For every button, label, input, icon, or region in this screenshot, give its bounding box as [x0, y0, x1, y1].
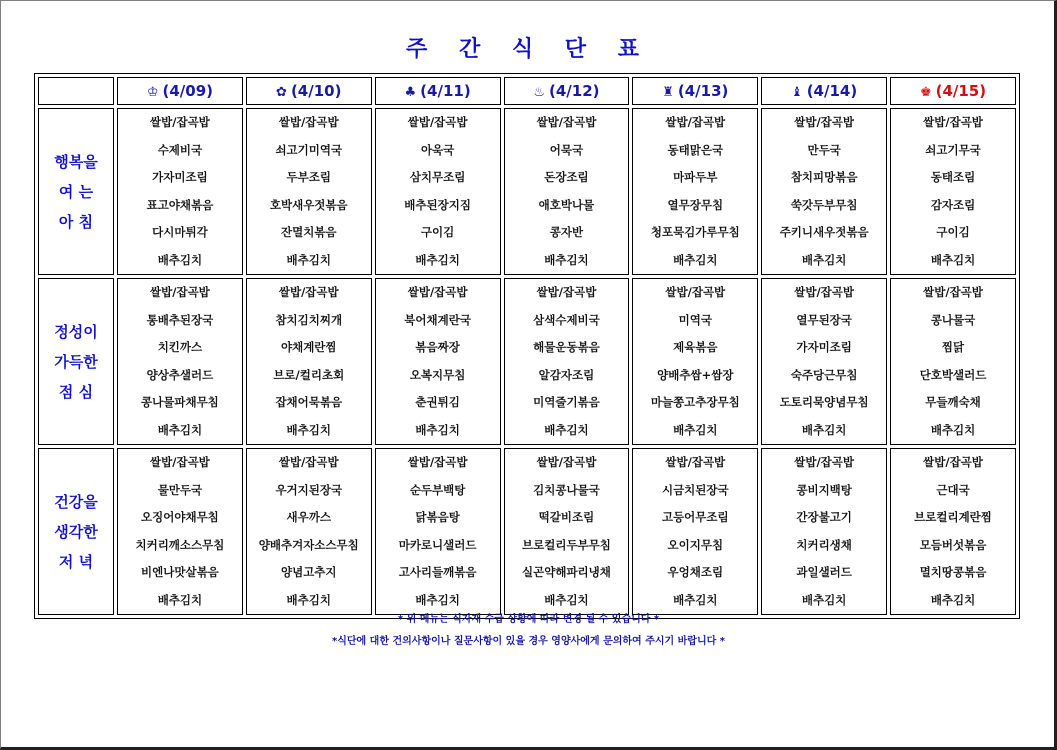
menu-item: 가자미조림: [796, 340, 852, 354]
menu-cell: [375, 278, 501, 445]
menu-item: 동태맑은국: [667, 142, 724, 157]
menu-item: 우거지된장국: [275, 482, 343, 497]
menu-item: 배추김치: [157, 252, 203, 267]
meal-label-line: 생각한: [54, 522, 98, 541]
weekly-menu-table: [34, 73, 1020, 619]
menu-item: 만두국: [807, 142, 841, 157]
menu-cell: [504, 278, 630, 445]
menu-item: 쌀밥/잡곡밥: [536, 115, 597, 129]
notice-contact-dietitian: *식단에 대한 건의사항이나 질문사항이 있을 경우 영양사에게 문의하여 주시기 바랍니다 *: [331, 636, 726, 647]
menu-item: 주키니새우젓볶음: [779, 225, 869, 239]
menu-item: 잔멸치볶음: [280, 225, 337, 239]
menu-item: 마카로니샐러드: [398, 537, 477, 552]
meal-label: [38, 108, 114, 275]
menu-item: 구이김: [420, 225, 455, 239]
menu-item: 알감자조림: [538, 367, 595, 382]
day-emblem-icon: ♚: [919, 85, 932, 100]
menu-item: 아욱국: [420, 142, 455, 157]
menu-item: 오복지무침: [409, 367, 466, 382]
day-date: (4/10): [290, 82, 342, 100]
meal-label: [38, 278, 114, 445]
menu-item: 삼색수제비국: [533, 312, 600, 327]
meal-row-breakfast: [38, 108, 1016, 275]
menu-item: 쇠고기무국: [925, 142, 981, 157]
day-date: (4/14): [806, 82, 858, 100]
day-emblem-icon: ♝: [791, 85, 803, 100]
menu-item: 배추김치: [673, 252, 718, 267]
menu-item: 배추김치: [801, 422, 847, 437]
menu-item: 치킨까스: [157, 340, 203, 354]
menu-item: 배추된장지짐: [404, 197, 471, 212]
menu-cell: [117, 278, 243, 445]
meal-label: [38, 448, 114, 615]
day-emblem-icon: ♔: [146, 85, 159, 100]
menu-item: 무들깨숙채: [925, 395, 981, 409]
menu-cell: [761, 108, 887, 275]
menu-item: 호박새우젓볶음: [269, 197, 348, 212]
menu-item: 치커리생채: [796, 537, 852, 552]
menu-item: 쌀밥/잡곡밥: [150, 115, 210, 129]
menu-item: 쌀밥/잡곡밥: [923, 285, 983, 299]
menu-item: 배추김치: [673, 422, 718, 437]
day-header-4: [632, 77, 758, 105]
menu-item: 숙주당근무침: [790, 367, 858, 382]
menu-item: 참치피망볶음: [790, 170, 858, 184]
menu-item: 북어채계란국: [404, 312, 471, 327]
menu-item: 통배추된장국: [146, 312, 214, 327]
menu-item: 우엉채조림: [667, 565, 724, 579]
menu-item: 미역줄기볶음: [533, 395, 600, 409]
day-emblem-icon: ♣: [404, 85, 417, 100]
menu-item: 오징어야채무침: [141, 510, 219, 524]
menu-item: 브로/컬리초회: [273, 367, 345, 382]
menu-item: 구이김: [936, 225, 970, 239]
menu-cell: [890, 278, 1016, 445]
page-title: 주 간 식 단 표: [406, 37, 651, 62]
menu-item: 콩나물파채무침: [141, 395, 219, 409]
menu-item: 물만두국: [157, 482, 203, 497]
day-header-2: [375, 77, 501, 105]
menu-item: 쌀밥/잡곡밥: [794, 115, 855, 129]
menu-item: 실곤약해파리냉채: [522, 565, 611, 579]
menu-item: 쌀밥/잡곡밥: [665, 455, 726, 469]
menu-item: 쌀밥/잡곡밥: [665, 285, 726, 299]
meal-label-line: 가득한: [54, 352, 98, 371]
day-date: (4/09): [162, 82, 213, 100]
menu-item: 고사리들깨볶음: [398, 565, 477, 579]
menu-item: 배추김치: [930, 592, 976, 607]
meal-label-line: 건강을: [54, 492, 98, 511]
menu-cell: [246, 108, 372, 275]
meal-label-line: 아 침: [58, 212, 94, 231]
meal-label-line: 저 녁: [58, 552, 94, 571]
menu-item: 단호박샐러드: [919, 367, 987, 382]
menu-item: 배추김치: [157, 592, 203, 607]
menu-item: 배추김치: [544, 592, 589, 607]
menu-item: 김치콩나물국: [533, 482, 600, 497]
meal-label-line: 여 는: [58, 182, 94, 201]
menu-item: 돈장조림: [544, 170, 589, 184]
notice-menu-change: * 위 메뉴는 식자재 수급 상황에 따라 변경 될 수 있습니다 *: [397, 614, 660, 625]
menu-cell: [375, 448, 501, 615]
menu-cell: [632, 278, 758, 445]
menu-item: 새우까스: [286, 510, 331, 524]
menu-item: 수제비국: [157, 142, 203, 157]
menu-item: 양상추샐러드: [146, 367, 214, 382]
menu-item: 떡갈비조림: [538, 510, 595, 524]
day-header-row: [38, 77, 1016, 105]
menu-item: 고등어무조림: [661, 510, 729, 524]
menu-item: 쌀밥/잡곡밥: [794, 455, 855, 469]
day-header-5: [761, 77, 887, 105]
menu-item: 콩자반: [549, 225, 584, 239]
menu-item: 배추김치: [286, 592, 331, 607]
menu-item: 브로컬리계란찜: [914, 510, 992, 524]
menu-item: 쌀밥/잡곡밥: [923, 455, 983, 469]
meal-row-dinner: [38, 448, 1016, 615]
menu-item: 어묵국: [549, 142, 584, 157]
menu-item: 야채계란찜: [280, 340, 337, 354]
menu-item: 양배추겨자소스무침: [258, 537, 359, 552]
menu-cell: [504, 108, 630, 275]
meal-row-lunch: [38, 278, 1016, 445]
menu-cell: [890, 108, 1016, 275]
menu-cell: [246, 448, 372, 615]
menu-item: 모듬버섯볶음: [919, 537, 987, 552]
menu-item: 콩나물국: [930, 312, 976, 327]
menu-item: 다시마튀각: [152, 225, 208, 239]
day-date: (4/11): [420, 82, 471, 100]
menu-item: 쌀밥/잡곡밥: [665, 115, 726, 129]
day-emblem-icon: ♨: [533, 85, 546, 100]
menu-cell: [117, 108, 243, 275]
menu-item: 표고야채볶음: [146, 197, 214, 212]
menu-item: 멸치땅콩볶음: [919, 565, 987, 579]
menu-item: 근대국: [936, 482, 970, 497]
menu-item: 쌀밥/잡곡밥: [536, 285, 597, 299]
menu-item: 쌀밥/잡곡밥: [407, 285, 468, 299]
menu-item: 닭볶음탕: [415, 510, 460, 524]
menu-item: 배추김치: [157, 422, 203, 437]
menu-item: 미역국: [678, 312, 712, 327]
day-date: (4/13): [677, 82, 729, 100]
menu-item: 배추김치: [801, 592, 847, 607]
menu-item: 치커리깨소스무침: [135, 537, 225, 552]
menu-item: 비엔나맛살볶음: [141, 565, 219, 579]
day-header-3: [504, 77, 630, 105]
menu-item: 쌀밥/잡곡밥: [278, 115, 339, 129]
menu-cell: [117, 448, 243, 615]
menu-item: 쑥갓두부무침: [790, 197, 858, 212]
menu-item: 배추김치: [286, 422, 331, 437]
menu-item: 오이지무침: [667, 537, 724, 552]
menu-item: 해물운동볶음: [533, 340, 600, 354]
menu-item: 쌀밥/잡곡밥: [278, 285, 339, 299]
menu-item: 쌀밥/잡곡밥: [278, 455, 339, 469]
menu-item: 볶음짜장: [415, 340, 460, 354]
menu-item: 배추김치: [930, 422, 976, 437]
menu-item: 배추김치: [415, 422, 460, 437]
menu-cell: [761, 278, 887, 445]
menu-item: 참치김치찌개: [275, 312, 343, 327]
menu-item: 시금치된장국: [661, 482, 729, 497]
menu-item: 쇠고기미역국: [275, 142, 343, 157]
menu-item: 배추김치: [544, 252, 589, 267]
menu-item: 청포묵김가루무침: [650, 225, 740, 239]
menu-item: 콩비지백탕: [796, 482, 852, 497]
menu-item: 쌀밥/잡곡밥: [150, 455, 210, 469]
day-header-6: [890, 77, 1016, 105]
menu-cell: [890, 448, 1016, 615]
meal-label-line: 점 심: [58, 382, 94, 401]
menu-item: 잡채어묵볶음: [275, 395, 343, 409]
menu-item: 배추김치: [801, 252, 847, 267]
menu-item: 삼치무조림: [409, 170, 466, 184]
menu-item: 마늘쫑고추장무침: [650, 395, 740, 409]
menu-item: 제육볶음: [673, 340, 718, 354]
menu-item: 간장불고기: [796, 510, 852, 524]
menu-item: 도토리묵양념무침: [779, 395, 869, 409]
menu-item: 마파두부: [673, 170, 718, 184]
menu-item: 찜닭: [941, 340, 965, 354]
corner-cell: [38, 77, 114, 105]
menu-item: 열무된장국: [796, 312, 852, 327]
menu-cell: [761, 448, 887, 615]
menu-item: 동태조림: [930, 170, 976, 184]
menu-item: 배추김치: [930, 252, 976, 267]
day-date: (4/12): [549, 82, 600, 100]
menu-item: 배추김치: [544, 422, 589, 437]
day-emblem-icon: ✿: [276, 85, 287, 100]
menu-item: 감자조림: [930, 197, 976, 212]
day-header-0: [117, 77, 243, 105]
menu-cell: [375, 108, 501, 275]
menu-item: 춘권튀김: [415, 395, 460, 409]
menu-item: 쌀밥/잡곡밥: [150, 285, 210, 299]
day-date: (4/15): [935, 82, 987, 100]
menu-item: 브로컬리두부무침: [522, 537, 611, 552]
menu-item: 양배추쌈+쌈장: [657, 367, 734, 382]
menu-cell: [632, 108, 758, 275]
menu-item: 열무장무침: [667, 197, 724, 212]
menu-item: 쌀밥/잡곡밥: [407, 455, 468, 469]
menu-item: 배추김치: [673, 592, 718, 607]
meal-label-line: 행복을: [54, 152, 98, 171]
menu-item: 양념고추지: [280, 565, 337, 579]
menu-item: 쌀밥/잡곡밥: [407, 115, 468, 129]
menu-item: 배추김치: [286, 252, 331, 267]
menu-item: 두부조림: [286, 170, 331, 184]
menu-cell: [246, 278, 372, 445]
menu-item: 순두부백탕: [409, 482, 466, 497]
menu-cell: [632, 448, 758, 615]
meal-label-line: 정성이: [54, 322, 98, 341]
menu-item: 쌀밥/잡곡밥: [536, 455, 597, 469]
menu-item: 과일샐러드: [796, 565, 852, 579]
day-emblem-icon: ♜: [662, 85, 674, 100]
menu-item: 가자미조림: [152, 170, 208, 184]
menu-item: 쌀밥/잡곡밥: [794, 285, 855, 299]
menu-item: 배추김치: [415, 592, 460, 607]
menu-item: 배추김치: [415, 252, 460, 267]
menu-item: 쌀밥/잡곡밥: [923, 115, 983, 129]
menu-cell: [504, 448, 630, 615]
menu-item: 애호박나물: [538, 197, 595, 212]
day-header-1: [246, 77, 372, 105]
